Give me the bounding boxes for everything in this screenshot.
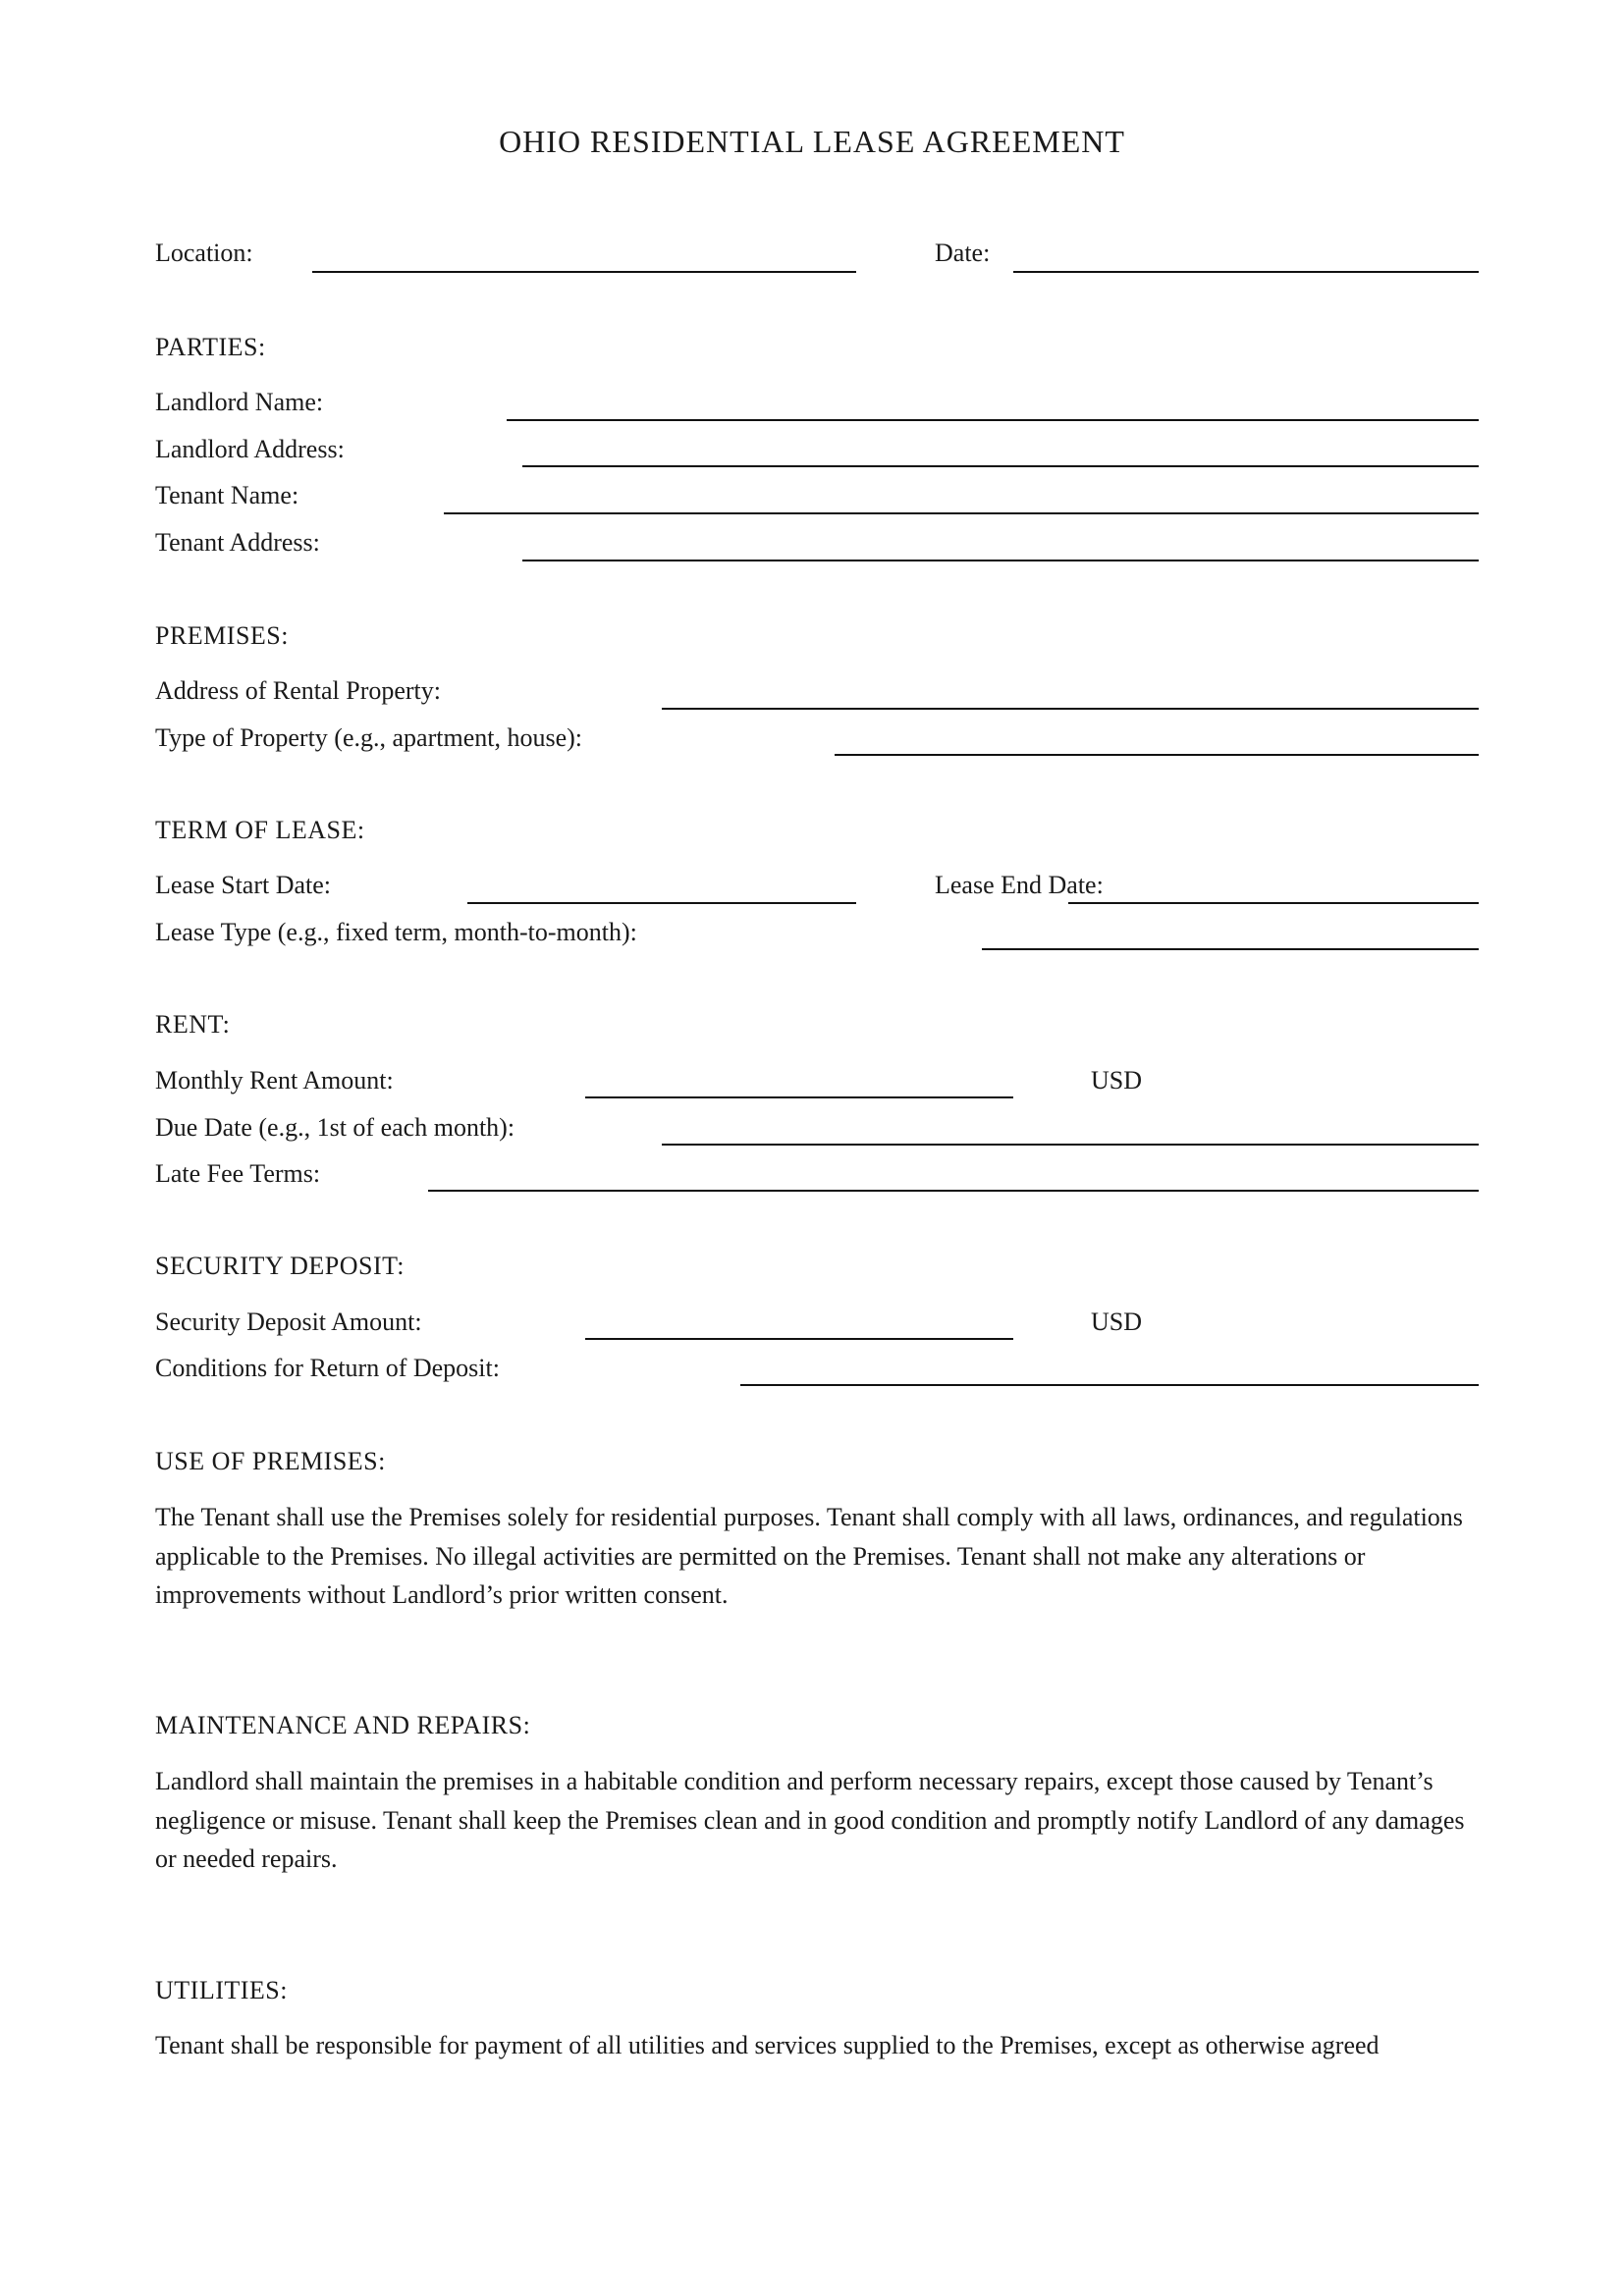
rent-heading: RENT: xyxy=(155,1010,231,1039)
lease-type-label: Lease Type (e.g., fixed term, month-to-month): xyxy=(155,918,637,946)
due-date-label: Due Date (e.g., 1st of each month): xyxy=(155,1113,515,1142)
term-heading: TERM OF LEASE: xyxy=(155,816,365,844)
use-heading: USE OF PREMISES: xyxy=(155,1447,386,1475)
rental-address-label: Address of Rental Property: xyxy=(155,676,442,705)
monthly-rent-field[interactable] xyxy=(585,1096,1013,1098)
due-date-field[interactable] xyxy=(662,1144,1479,1146)
deposit-amount-field[interactable] xyxy=(585,1338,1013,1340)
premises-heading: PREMISES: xyxy=(155,621,289,650)
monthly-rent-label: Monthly Rent Amount: xyxy=(155,1066,394,1095)
property-type-label: Type of Property (e.g., apartment, house): xyxy=(155,723,582,752)
lease-start-label: Lease Start Date: xyxy=(155,871,332,899)
late-fee-label: Late Fee Terms: xyxy=(155,1159,321,1188)
lease-end-label: Lease End Date: xyxy=(935,871,1104,899)
rental-address-field[interactable] xyxy=(662,708,1479,710)
late-fee-field[interactable] xyxy=(428,1190,1479,1192)
rent-currency: USD xyxy=(1091,1066,1143,1095)
parties-heading: PARTIES: xyxy=(155,333,266,361)
tenant-address-label: Tenant Address: xyxy=(155,528,320,557)
lease-type-field[interactable] xyxy=(982,948,1479,950)
use-paragraph: The Tenant shall use the Premises solely for residential purposes. Tenant shall comply with all laws, ordinances, and regulations applicable to the Premises. No illegal activities are permitted on the Premises. Tenant shall not make any alterations or improvements without Landlord’s prior written consent. xyxy=(155,1503,1463,1609)
deposit-amount-label: Security Deposit Amount: xyxy=(155,1308,422,1336)
deposit-heading: SECURITY DEPOSIT: xyxy=(155,1252,405,1280)
utilities-paragraph: Tenant shall be responsible for payment of all utilities and services supplied to the Premises, except as otherwise agreed xyxy=(155,2031,1380,2059)
deposit-conditions-field[interactable] xyxy=(740,1384,1479,1386)
maintenance-paragraph: Landlord shall maintain the premises in a habitable condition and perform necessary repairs, except those caused by Tenant’s negligence or misuse. Tenant shall keep the Premises clean and in good condition and promptly notify Landlord of any damages or needed repairs. xyxy=(155,1767,1465,1873)
tenant-name-label: Tenant Name: xyxy=(155,481,299,509)
tenant-name-field[interactable] xyxy=(444,512,1479,514)
document-title: OHIO RESIDENTIAL LEASE AGREEMENT xyxy=(499,124,1125,159)
date-label: Date: xyxy=(935,239,991,267)
tenant-address-field[interactable] xyxy=(522,560,1479,561)
maintenance-heading: MAINTENANCE AND REPAIRS: xyxy=(155,1711,531,1739)
date-field[interactable] xyxy=(1013,271,1479,273)
landlord-address-label: Landlord Address: xyxy=(155,435,345,463)
utilities-heading: UTILITIES: xyxy=(155,1976,288,2004)
deposit-currency: USD xyxy=(1091,1308,1143,1336)
property-type-field[interactable] xyxy=(835,754,1479,756)
landlord-name-field[interactable] xyxy=(507,419,1479,421)
landlord-name-label: Landlord Name: xyxy=(155,388,324,416)
location-label: Location: xyxy=(155,239,253,267)
lease-start-field[interactable] xyxy=(467,902,856,904)
landlord-address-field[interactable] xyxy=(522,465,1479,467)
lease-end-field[interactable] xyxy=(1068,902,1479,904)
deposit-conditions-label: Conditions for Return of Deposit: xyxy=(155,1354,500,1382)
location-field[interactable] xyxy=(312,271,856,273)
